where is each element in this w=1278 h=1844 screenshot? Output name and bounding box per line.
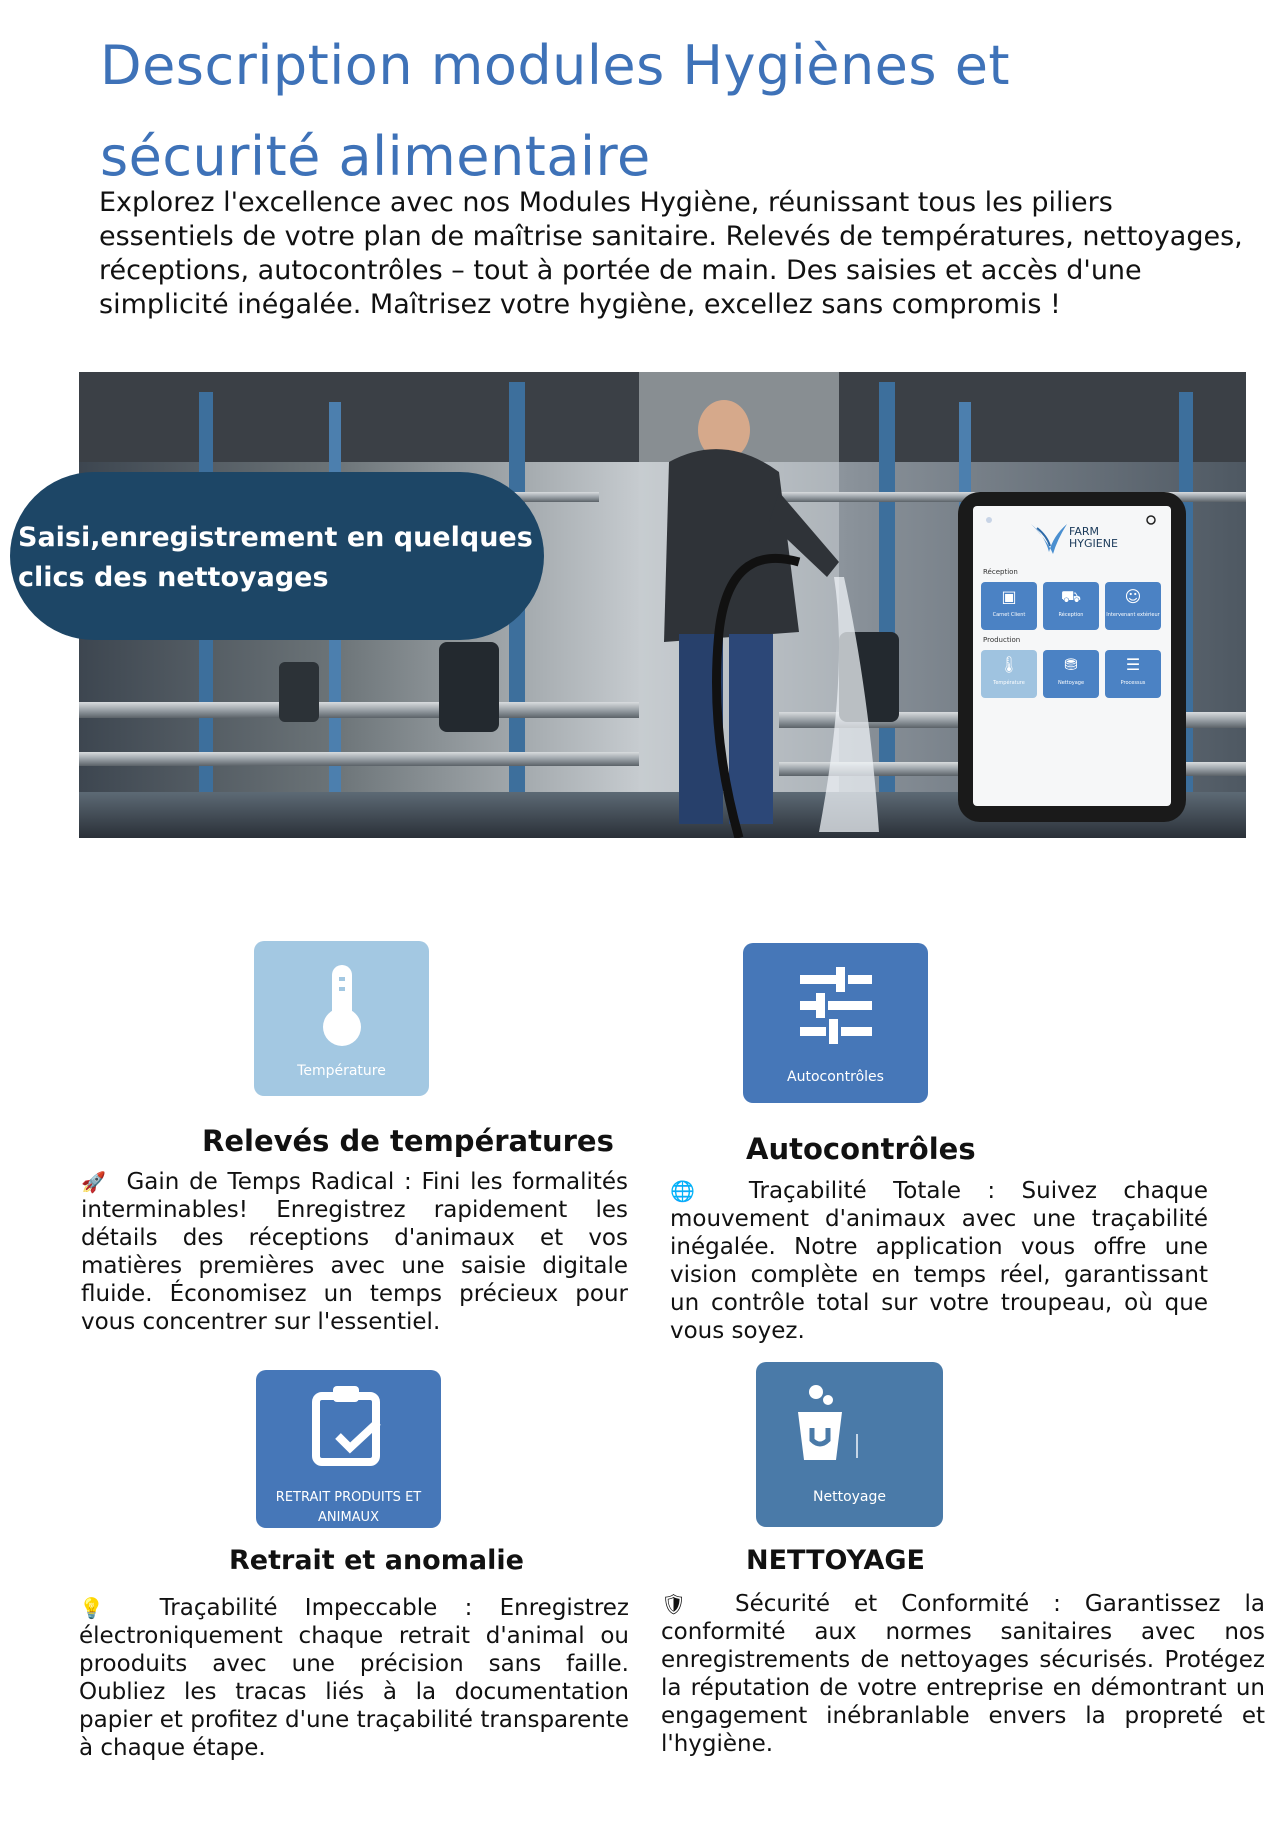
module-tile-temperature[interactable] [254,941,429,1096]
module-heading: Autocontrôles [746,1132,976,1166]
tablet-logo-line1: FARM [1069,525,1099,538]
tablet-tile-label: Réception [1058,612,1084,618]
module-tile-label: Température [297,1063,386,1079]
thermometer-icon: 🌡 [998,655,1020,674]
tablet-tile-label: Température [993,680,1025,686]
module-text-body: Gain de Temps Radical : Fini les formalités interminables! Enregistrez rapidement les détails des réceptions d'animaux et vos matières premières avec une saisie digitale fluide. Économisez un temps précieux pour vous concentrer sur l'essentiel. [81,1169,629,1335]
cart-icon: ⛟ [1060,587,1082,606]
module-heading: Relevés de températures [202,1124,614,1158]
list-icon: ☰ [1125,655,1141,674]
module-text [81,1168,628,1336]
rocket-icon: 🚀 [81,1170,106,1194]
globe-icon: 🌐 [670,1179,695,1203]
sliders-icon [743,943,928,1063]
module-text-body: Sécurité et Conformité : Garantissez la conformité aux normes sanitaires avec nos enregistrements de nettoyages sécurisés. Protégez la réputation de votre entreprise en démontrant un engagement inébranlable envers la propreté et l'hygiène. [661,1591,1266,1757]
intro-paragraph: Explorez l'excellence avec nos Modules Hygiène, réunissant tous les piliers essentiels de votre plan de maîtrise sanitaire. Relevés de températures, nettoyages, réceptions, autocontrôles – tout à portée de main. Des saisies et accès d'une simplicité inégalée. Maîtrisez votre hygiène, excellez sans compromis ! [99,187,1243,320]
module-text [661,1590,1265,1758]
module-tile-nettoyage[interactable] [756,1362,943,1527]
page-title: Description modules Hygiènes et sécurité alimentaire [100,34,1011,188]
module-heading: Retrait et anomalie [229,1545,524,1576]
cleaning-bucket-icon: ⛃ [1064,655,1078,674]
tablet-mockup [958,492,1186,822]
tablet-logo-line2: HYGIENE [1069,537,1118,550]
clipboard-check-icon [256,1370,441,1482]
tablet-tile-intervenant[interactable] [1105,582,1161,630]
cleaning-bucket-icon [756,1362,943,1474]
module-tile-label: Autocontrôles [787,1069,884,1085]
lightbulb-icon: 💡 [79,1596,104,1620]
tablet-tile-processus[interactable] [1105,650,1161,698]
tablet-section-production: Production [983,636,1021,644]
module-heading: NETTOYAGE [746,1545,925,1576]
thermometer-icon [254,941,429,1061]
module-tile-retrait[interactable] [256,1370,441,1528]
tablet-tile-label: Nettoyage [1057,680,1085,686]
module-text [79,1594,629,1762]
module-tile-label: RETRAIT PRODUITS ET ANIMAUX [275,1490,422,1525]
tablet-tile-temperature[interactable] [981,650,1037,698]
module-text-body: Traçabilité Totale : Suivez chaque mouvement d'animaux avec une traçabilité inégalée. Notre application vous offre une vision complète en temps réel, garantissant un contrôle total sur votre troupeau, où que vous soyez. [670,1178,1208,1344]
shield-icon: 🛡 [661,1592,687,1616]
tablet-tile-reception[interactable] [1043,582,1099,630]
module-tile-autocontroles[interactable] [743,943,928,1103]
module-tile-label: Nettoyage [813,1489,886,1505]
people-icon: ☺ [1124,587,1142,606]
tablet-tile-label: Intervenant extérieur [1106,612,1160,618]
tablet-section-reception: Réception [983,568,1018,576]
tablet-tile-carnet-client[interactable] [981,582,1037,630]
tablet-tile-label: Processus [1120,680,1146,686]
tablet-screen [973,506,1171,806]
module-text-body: Traçabilité Impeccable : Enregistrez électroniquement chaque retrait d'animal ou prooduits avec une précision sans faille. Oubliez les tracas liés à la documentation papier et profitez d'une traçabilité transparente à chaque étape. [79,1595,629,1761]
tablet-app-header [973,506,1171,562]
contact-card-icon: ▣ [1001,587,1017,606]
tablet-tile-label: Carnet Client [992,612,1026,618]
tablet-logo-text [1069,526,1118,550]
tablet-tile-nettoyage[interactable] [1043,650,1099,698]
banner-callout: Saisi,enregistrement en quelques clics des nettoyages [10,472,544,640]
module-text [670,1177,1208,1345]
